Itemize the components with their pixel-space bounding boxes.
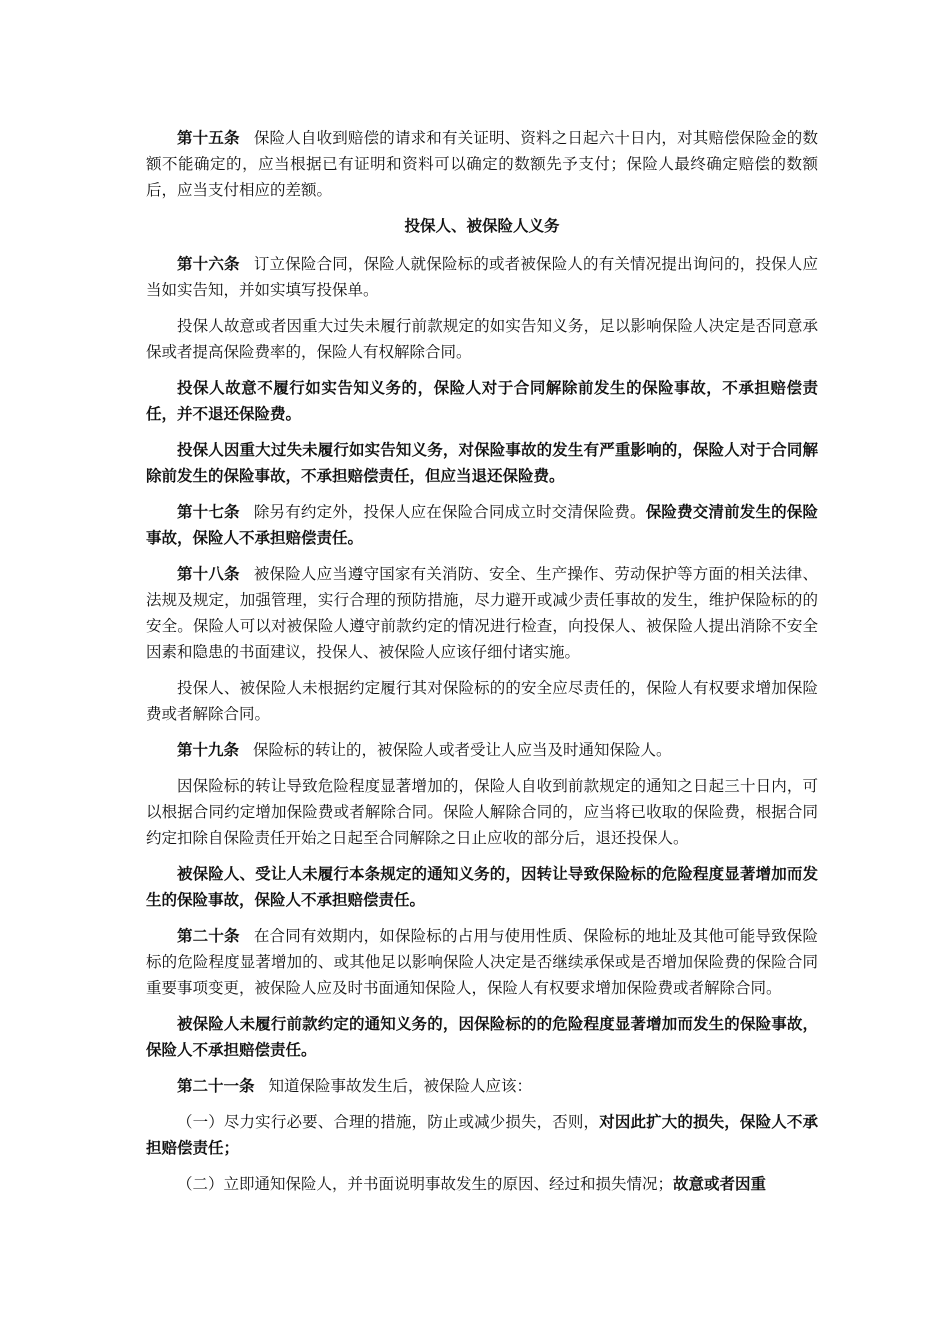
- article-16-clause-4: 投保人因重大过失未履行如实告知义务，对保险事故的发生有严重影响的，保险人对于合同解除前发生的保险事故，不承担赔偿责任，但应当退还保险费。: [146, 440, 818, 485]
- article-21-item-1: [146, 1109, 818, 1161]
- article-text: 被保险人应当遵守国家有关消防、安全、生产操作、劳动保护等方面的相关法律、法规及规定，加强管理，实行合理的预防措施，尽力避开或减少责任事故的发生，维护保险标的的安全。保险人可以对被保险人遵守前款约定的情况进行检查，向投保人、被保险人提出消除不安全因素和隐患的书面建议，投保人、被保险人应该仔细付诸实施。: [146, 565, 818, 661]
- article-21-item-2: [146, 1171, 818, 1197]
- article-label: 第十八条: [177, 564, 240, 583]
- article-bold-text: 保险费交清前发生的保险事故，保险人不承担赔偿责任。: [146, 502, 818, 547]
- article-text: 保险人自收到赔偿的请求和有关证明、资料之日起六十日内，对其赔偿保险金的数额不能确定的，应当根据已有证明和资料可以确定的数额先予支付；保险人最终确定赔偿的数额后，应当支付相应的差额。: [146, 129, 818, 199]
- article-19-clause-3: 被保险人、受让人未履行本条规定的通知义务的，因转让导致保险标的危险程度显著增加而发生的保险事故，保险人不承担赔偿责任。: [146, 864, 818, 909]
- article-16-clause-3: 投保人故意不履行如实告知义务的，保险人对于合同解除前发生的保险事故，不承担赔偿责任，并不退还保险费。: [146, 378, 818, 423]
- article-text: 保险标的转让的，被保险人或者受让人应当及时通知保险人。: [253, 741, 672, 759]
- article-20: [146, 923, 818, 1001]
- article-15: [146, 125, 818, 203]
- article-label: 第十六条: [177, 254, 240, 273]
- article-21: [146, 1073, 818, 1099]
- article-text: 订立保险合同，保险人就保险标的或者被保险人的有关情况提出询问的，投保人应当如实告知，并如实填写投保单。: [146, 255, 818, 299]
- article-19: [146, 737, 818, 763]
- article-16: [146, 251, 818, 303]
- article-18-clause-2: 投保人、被保险人未根据约定履行其对保险标的的安全应尽责任的，保险人有权要求增加保险费或者解除合同。: [146, 679, 818, 723]
- article-label: 第十五条: [177, 128, 240, 147]
- document-body: [146, 125, 818, 1207]
- article-17: [146, 499, 818, 551]
- article-label: 第二十条: [177, 926, 240, 945]
- article-20-clause-2: 被保险人未履行前款约定的通知义务的，因保险标的的危险程度显著增加而发生的保险事故，保险人不承担赔偿责任。: [146, 1014, 818, 1059]
- article-18: [146, 561, 818, 665]
- item-bold-text: 对因此扩大的损失，保险人不承担赔偿责任；: [146, 1112, 818, 1157]
- article-text: 知道保险事故发生后，被保险人应该：: [268, 1077, 533, 1095]
- article-label: 第二十一条: [177, 1076, 255, 1095]
- article-16-clause-2: 投保人故意或者因重大过失未履行前款规定的如实告知义务，足以影响保险人决定是否同意承保或者提高保险费率的，保险人有权解除合同。: [146, 317, 818, 361]
- article-label: 第十九条: [177, 740, 240, 759]
- article-text: 除另有约定外，投保人应在保险合同成立时交清保险费。: [253, 503, 646, 521]
- section-heading: 投保人、被保险人义务: [404, 216, 560, 235]
- article-text: 在合同有效期内，如保险标的占用与使用性质、保险标的地址及其他可能导致保险标的危险程度显著增加的、或其他足以影响保险人决定是否继续承保或是否增加保险费的保险合同重要事项变更，被保险人应及时书面通知保险人，保险人有权要求增加保险费或者解除合同。: [146, 927, 818, 997]
- item-text: （二）立即通知保险人，并书面说明事故发生的原因、经过和损失情况；: [177, 1175, 674, 1193]
- item-bold-text: 故意或者因重: [673, 1174, 767, 1193]
- article-19-clause-2: 因保险标的转让导致危险程度显著增加的，保险人自收到前款规定的通知之日起三十日内，可以根据合同约定增加保险费或者解除合同。保险人解除合同的，应当将已收取的保险费，根据合同约定扣除自保险责任开始之日起至合同解除之日止应收的部分后，退还投保人。: [146, 777, 818, 847]
- article-label: 第十七条: [177, 502, 240, 521]
- item-text: （一）尽力实行必要、合理的措施，防止或减少损失，否则，: [177, 1113, 600, 1131]
